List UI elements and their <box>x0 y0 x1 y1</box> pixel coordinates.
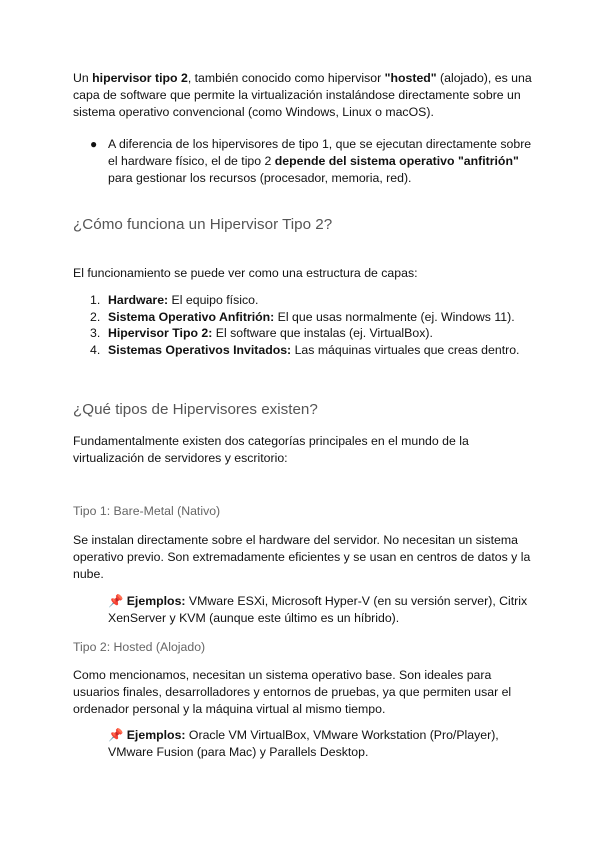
type2-paragraph: Como mencionamos, necesitan un sistema operativo base. Son ideales para usuarios finales, desarrolladores y entornos de pruebas, ya que permiten usar el ordenador personal y la máquina virtual al mismo tiempo. <box>73 668 512 716</box>
list-item-text: El que usas normalmente (ej. Windows 11). <box>274 310 515 324</box>
list-item-host-os <box>108 309 548 326</box>
list-item-label: Sistema Operativo Anfitrión: <box>108 310 275 324</box>
list-item-label: Hardware: <box>108 293 169 307</box>
types-paragraph: Fundamentalmente existen dos categorías principales en el mundo de la virtualización de servidores y escritorio: <box>73 434 469 465</box>
layers-paragraph: El funcionamiento se puede ver como una estructura de capas: <box>73 266 418 280</box>
list-item-text: El equipo físico. <box>168 293 259 307</box>
type1-examples <box>108 593 538 627</box>
section-heading-types: ¿Qué tipos de Hipervisores existen? <box>73 401 318 418</box>
section-heading-how-it-works: ¿Cómo funciona un Hipervisor Tipo 2? <box>73 216 333 233</box>
subheading-type2: Tipo 2: Hosted (Alojado) <box>73 640 206 654</box>
examples-text: Oracle VM VirtualBox, VMware Workstation (Pro/Player), VMware Fusion (para Mac) y Parallels Desktop. <box>108 728 499 759</box>
examples-label: Ejemplos: <box>126 728 186 742</box>
list-number: 1. <box>90 293 101 307</box>
bullet-marker: ● <box>90 137 98 151</box>
list-item-text: El software que instalas (ej. VirtualBox). <box>212 326 433 340</box>
intro-bold-1: hipervisor tipo 2 <box>92 71 188 85</box>
intro-bold-2: "hosted" <box>384 71 437 85</box>
bullet-item <box>108 136 538 187</box>
list-number: 2. <box>90 310 101 324</box>
list-number: 3. <box>90 326 101 340</box>
list-item-text: Las máquinas virtuales que creas dentro. <box>291 343 520 357</box>
type1-paragraph: Se instalan directamente sobre el hardware del servidor. No necesitan un sistema operativo previo. Son extremadamente eficientes y se usan en centros de datos y la nube. <box>73 533 531 581</box>
list-item-label: Sistemas Operativos Invitados: <box>108 343 292 357</box>
list-item-label: Hipervisor Tipo 2: <box>108 326 213 340</box>
intro-text-1: Un <box>73 71 93 85</box>
pushpin-icon: 📌 <box>108 594 124 608</box>
intro-text-2: , también conocido como hipervisor <box>187 71 385 85</box>
intro-text-3: (alojado), es una capa de software que permite la virtualización instalándose directamente sobre un sistema operativo convencional (como Windows, Linux o macOS). <box>73 71 532 119</box>
list-item-hardware <box>108 292 548 309</box>
list-item-hypervisor <box>108 325 548 342</box>
list-number: 4. <box>90 343 101 357</box>
bullet-text-1: A diferencia de los hipervisores de tipo 1, que se ejecutan directamente sobre el hardware físico, el de tipo 2 <box>108 137 532 168</box>
examples-label: Ejemplos: <box>126 594 186 608</box>
bullet-text-2: para gestionar los recursos (procesador, memoria, red). <box>108 171 412 185</box>
subheading-type1: Tipo 1: Bare-Metal (Nativo) <box>73 504 221 518</box>
pushpin-icon: 📌 <box>108 728 124 742</box>
intro-paragraph <box>73 70 533 121</box>
examples-text: VMware ESXi, Microsoft Hyper-V (en su versión server), Citrix XenServer y KVM (aunque este último es un híbrido). <box>108 594 528 625</box>
type2-examples <box>108 727 538 761</box>
list-item-guest-os <box>108 342 548 359</box>
bullet-bold: depende del sistema operativo "anfitrión" <box>274 154 519 168</box>
